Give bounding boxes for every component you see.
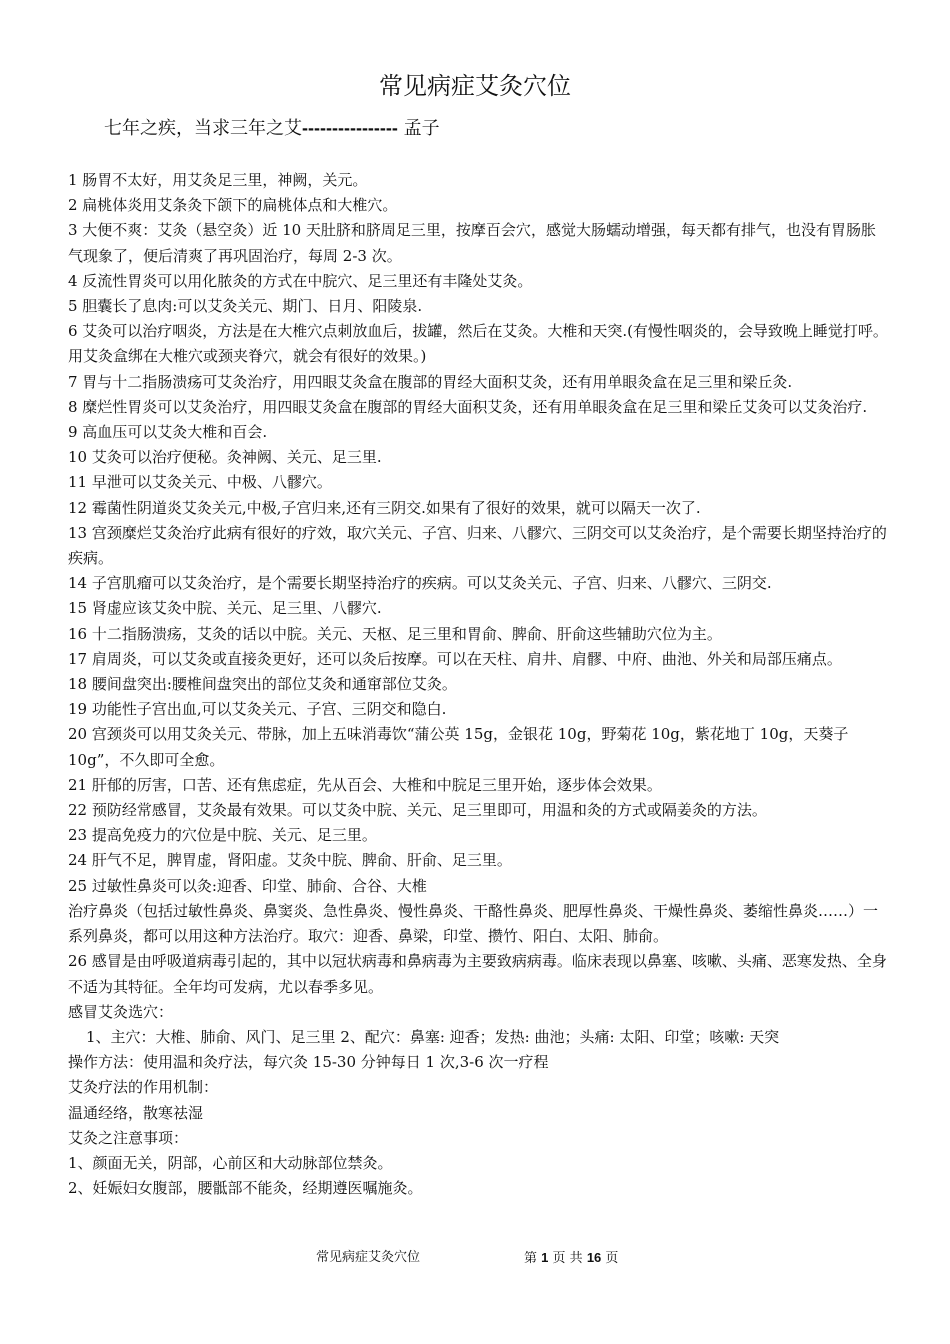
paragraph: 16 十二指肠溃疡，艾灸的话以中脘。关元、天枢、足三里和胃俞、脾俞、肝俞这些辅助穴位为主。	[68, 624, 722, 643]
paragraph: 7 胃与十二指肠溃疡可艾灸治疗，用四眼艾灸盒在腹部的胃经大面积艾灸，还有用单眼灸盒在足三里和梁丘灸.	[68, 372, 793, 391]
paragraph: 21 肝郁的厉害，口苦、还有焦虑症，先从百会、大椎和中脘足三里开始，逐步体会效果。	[68, 775, 662, 794]
paragraph: 4 反流性胃炎可以用化脓灸的方式在中脘穴、足三里还有丰隆处艾灸。	[68, 271, 533, 290]
paragraph: 艾灸疗法的作用机制：	[68, 1078, 219, 1097]
paragraph: 20 宫颈炎可以用艾灸关元、带脉，加上五味消毒饮“蒲公英 15g，金银花 10g，野菊花 10g，紫花地丁 10g，天葵子 10g”，不久即可全愈。	[68, 725, 849, 769]
page-title: 常见病症艾灸穴位	[379, 72, 571, 100]
epigraph-dashes: ----------------	[302, 118, 398, 138]
epigraph	[104, 114, 440, 143]
paragraph: 1、颜面无关，阴部，心前区和大动脉部位禁灸。	[68, 1153, 393, 1172]
epigraph-quote: 七年之疾，当求三年之艾	[104, 118, 302, 139]
paragraph: 2、妊娠妇女腹部，腰骶部不能灸，经期遵医嘱施灸。	[68, 1179, 423, 1198]
paragraph: 3 大便不爽：艾灸（悬空灸）近 10 天肚脐和脐周足三里，按摩百会穴，感觉大肠蠕动增强，每天都有排气，也没有胃肠胀气现象了，便后清爽了再巩固治疗，每周 2-3 次。	[68, 221, 876, 265]
footer-page-mid: 页 共	[552, 1251, 583, 1266]
paragraph: 18 腰间盘突出:腰椎间盘突出的部位艾灸和通窜部位艾灸。	[68, 675, 457, 694]
footer-page-total: 16	[586, 1250, 602, 1265]
paragraph: 10 艾灸可以治疗便秘。灸神阙、关元、足三里.	[68, 448, 382, 467]
paragraph: 12 霉菌性阴道炎艾灸关元,中极,子宫归来,还有三阴交.如果有了很好的效果，就可以隔天一次了.	[68, 498, 701, 517]
epigraph-author: 孟子	[403, 118, 440, 139]
paragraph: 1、主穴：大椎、肺俞、风门、足三里 2、配穴：鼻塞: 迎香；发热: 曲池；头痛: 太阳、印堂；咳嗽: 天突	[86, 1027, 780, 1046]
paragraph: 感冒艾灸选穴：	[68, 1002, 174, 1021]
paragraph: 艾灸之注意事项：	[68, 1128, 189, 1147]
paragraph: 26 感冒是由呼吸道病毒引起的，其中以冠状病毒和鼻病毒为主要致病病毒。临床表现以鼻塞、咳嗽、头痛、恶寒发热、全身不适为其特征。全年均可发病，尤以春季多见。	[68, 952, 887, 996]
paragraph: 2 扁桃体炎用艾条灸下颌下的扁桃体点和大椎穴。	[68, 196, 398, 215]
paragraph: 8 糜烂性胃炎可以艾灸治疗，用四眼艾灸盒在腹部的胃经大面积艾灸，还有用单眼灸盒在足三里和梁丘艾灸可以艾灸治疗.	[68, 397, 868, 416]
footer-page-suffix: 页	[605, 1251, 619, 1266]
footer-page-number	[524, 1248, 618, 1269]
footer-page-prefix: 第	[524, 1251, 538, 1266]
paragraph: 19 功能性子宫出血,可以艾灸关元、子宫、三阴交和隐白.	[68, 700, 447, 719]
footer-page-current: 1	[541, 1250, 549, 1265]
paragraph: 25 过敏性鼻炎可以灸:迎香、印堂、肺俞、合谷、大椎	[68, 876, 427, 895]
paragraph: 11 早泄可以艾灸关元、中极、八髎穴。	[68, 473, 332, 492]
paragraph: 14 子宫肌瘤可以艾灸治疗，是个需要长期坚持治疗的疾病。可以艾灸关元、子宫、归来、八髎穴、三阴交.	[68, 574, 772, 593]
footer-doc-name: 常见病症艾灸穴位	[316, 1250, 421, 1265]
paragraph: 5 胆囊长了息肉:可以艾灸关元、期门、日月、阳陵泉.	[68, 297, 423, 316]
paragraph: 9 高血压可以艾灸大椎和百会.	[68, 423, 268, 442]
document-body	[68, 168, 888, 1201]
paragraph: 温通经络，散寒祛湿	[68, 1103, 204, 1122]
paragraph: 6 艾灸可以治疗咽炎，方法是在大椎穴点刺放血后，拔罐，然后在艾灸。大椎和天突.(有慢性咽炎的，会导致晚上睡觉打呼。用艾灸盒绑在大椎穴或颈夹脊穴，就会有很好的效果。)	[68, 322, 888, 366]
paragraph: 治疗鼻炎（包括过敏性鼻炎、鼻窦炎、急性鼻炎、慢性鼻炎、干酪性鼻炎、肥厚性鼻炎、干燥性鼻炎、萎缩性鼻炎……）一系列鼻炎，都可以用这种方法治疗。取穴：迎香、鼻梁，印堂、攒竹、阳白、太阳、肺俞。	[68, 901, 879, 946]
paragraph: 24 肝气不足，脾胃虚，肾阳虚。艾灸中脘、脾俞、肝俞、足三里。	[68, 851, 512, 870]
paragraph: 操作方法：使用温和灸疗法，每穴灸 15-30 分钟每日 1 次,3-6 次一疗程	[68, 1053, 549, 1072]
paragraph: 17 肩周炎，可以艾灸或直接灸更好，还可以灸后按摩。可以在天柱、肩井、肩髎、中府、曲池、外关和局部压痛点。	[68, 649, 842, 668]
paragraph: 23 提高免疫力的穴位是中脘、关元、足三里。	[68, 826, 377, 845]
paragraph: 15 肾虚应该艾灸中脘、关元、足三里、八髎穴.	[68, 599, 382, 618]
paragraph: 13 宫颈糜烂艾灸治疗此病有很好的疗效，取穴关元、子宫、归来、八髎穴、三阴交可以艾灸治疗，是个需要长期坚持治疗的疾病。	[68, 523, 887, 568]
paragraph: 1 肠胃不太好，用艾灸足三里，神阙，关元。	[68, 171, 368, 189]
paragraph: 22 预防经常感冒，艾灸最有效果。可以艾灸中脘、关元、足三里即可，用温和灸的方式或隔姜灸的方法。	[68, 801, 767, 820]
